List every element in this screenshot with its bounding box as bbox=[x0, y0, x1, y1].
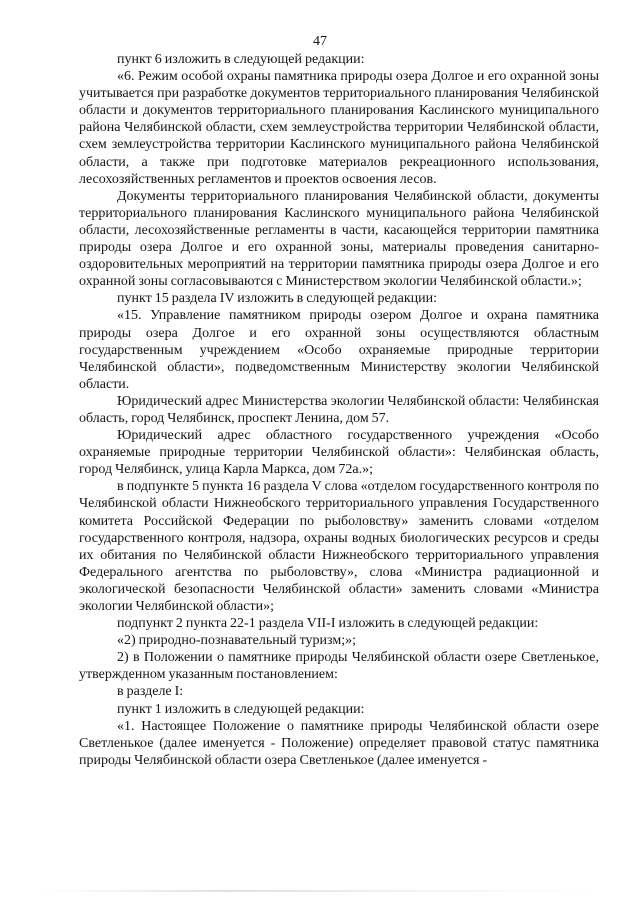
paragraph: 2) в Положении о памятнике природы Челябинской области озере Светленькое, утвержденном указанным постановлением: bbox=[79, 650, 599, 683]
paragraph: «15. Управление памятником природы озером Долгое и охрана памятника природы озера Долгое и его охранной зоны осуществляются областным государственным учреждением «Особо охраняемые природные территории Челябинской области», подведомственным Министерству экологии Челябинской области. bbox=[79, 308, 599, 392]
paragraph: пункт 6 изложить в следующей редакции: bbox=[117, 52, 365, 67]
paragraph: пункт 1 изложить в следующей редакции: bbox=[117, 701, 365, 717]
paragraph: в разделе I: bbox=[117, 684, 184, 700]
paragraph: «6. Режим особой охраны памятника природы озера Долгое и его охранной зоны учитывается при разработке документов территориального планирования Челябинской области и документов территориального планирования Каслинского муниципального района Челябинской области, схем землеустройства территории Челябинской области, схем землеустройства территории Каслинского муниципального района Челябинской области, а также при подготовке материалов рекреационного использования, лесохозяйственных регламентов и проектов освоения лесов. bbox=[79, 69, 599, 187]
paragraph: «1. Настоящее Положение о памятнике природы Челябинской области озере Светленькое (далее именуется - Положение) определяет правовой статус памятника природы Челябинской области озера Светленькое (далее именуется - bbox=[79, 718, 599, 768]
page-number: 47 bbox=[313, 34, 327, 49]
paragraph: в подпункте 5 пункта 16 раздела V слова «отделом государственного контроля по Челябинской области Нижнеобского территориального управления Государственного комитета Российской Федерации по рыболовству» заменить словами «отделом государственного контроля, надзора, охраны водных биологических ресурсов и среды их обитания по Челябинской области Нижнеобского территориального управления Федерального агентства по рыболовству», слова «Министра радиационной и экологической безопасности Челябинской области» заменить словами «Министра экологии Челябинской области»; bbox=[79, 479, 599, 614]
paragraph: «2) природно-познавательный туризм;»; bbox=[117, 633, 357, 649]
paragraph: подпункт 2 пункта 22-1 раздела VII-I изложить в следующей редакции: bbox=[117, 616, 539, 632]
scan-edge-shadow bbox=[40, 890, 600, 892]
paragraph: пункт 15 раздела IV изложить в следующей редакции: bbox=[117, 291, 438, 307]
paragraph: Юридический адрес Министерства экологии Челябинской области: Челябинская область, город Челябинск, проспект Ленина, дом 57. bbox=[79, 393, 599, 426]
paragraph: Документы территориального планирования Челябинской области, документы территориального планирования Каслинского муниципального района Челябинской области, лесохозяйственные регламенты в части, касающейся территории памятника природы озера Долгое и его охранной зоны, материалы проведения санитарно-оздоровительных мероприятий на территории памятника природы озера Долгое и его охранной зоны согласовываются с Министерством экологии Челябинской области.»; bbox=[79, 188, 599, 290]
document-body bbox=[79, 51, 599, 769]
paragraph: Юридический адрес областного государственного учреждения «Особо охраняемые природные территории Челябинской области»: Челябинская область, город Челябинск, улица Карла Маркса, дом 72а.»; bbox=[79, 428, 599, 478]
